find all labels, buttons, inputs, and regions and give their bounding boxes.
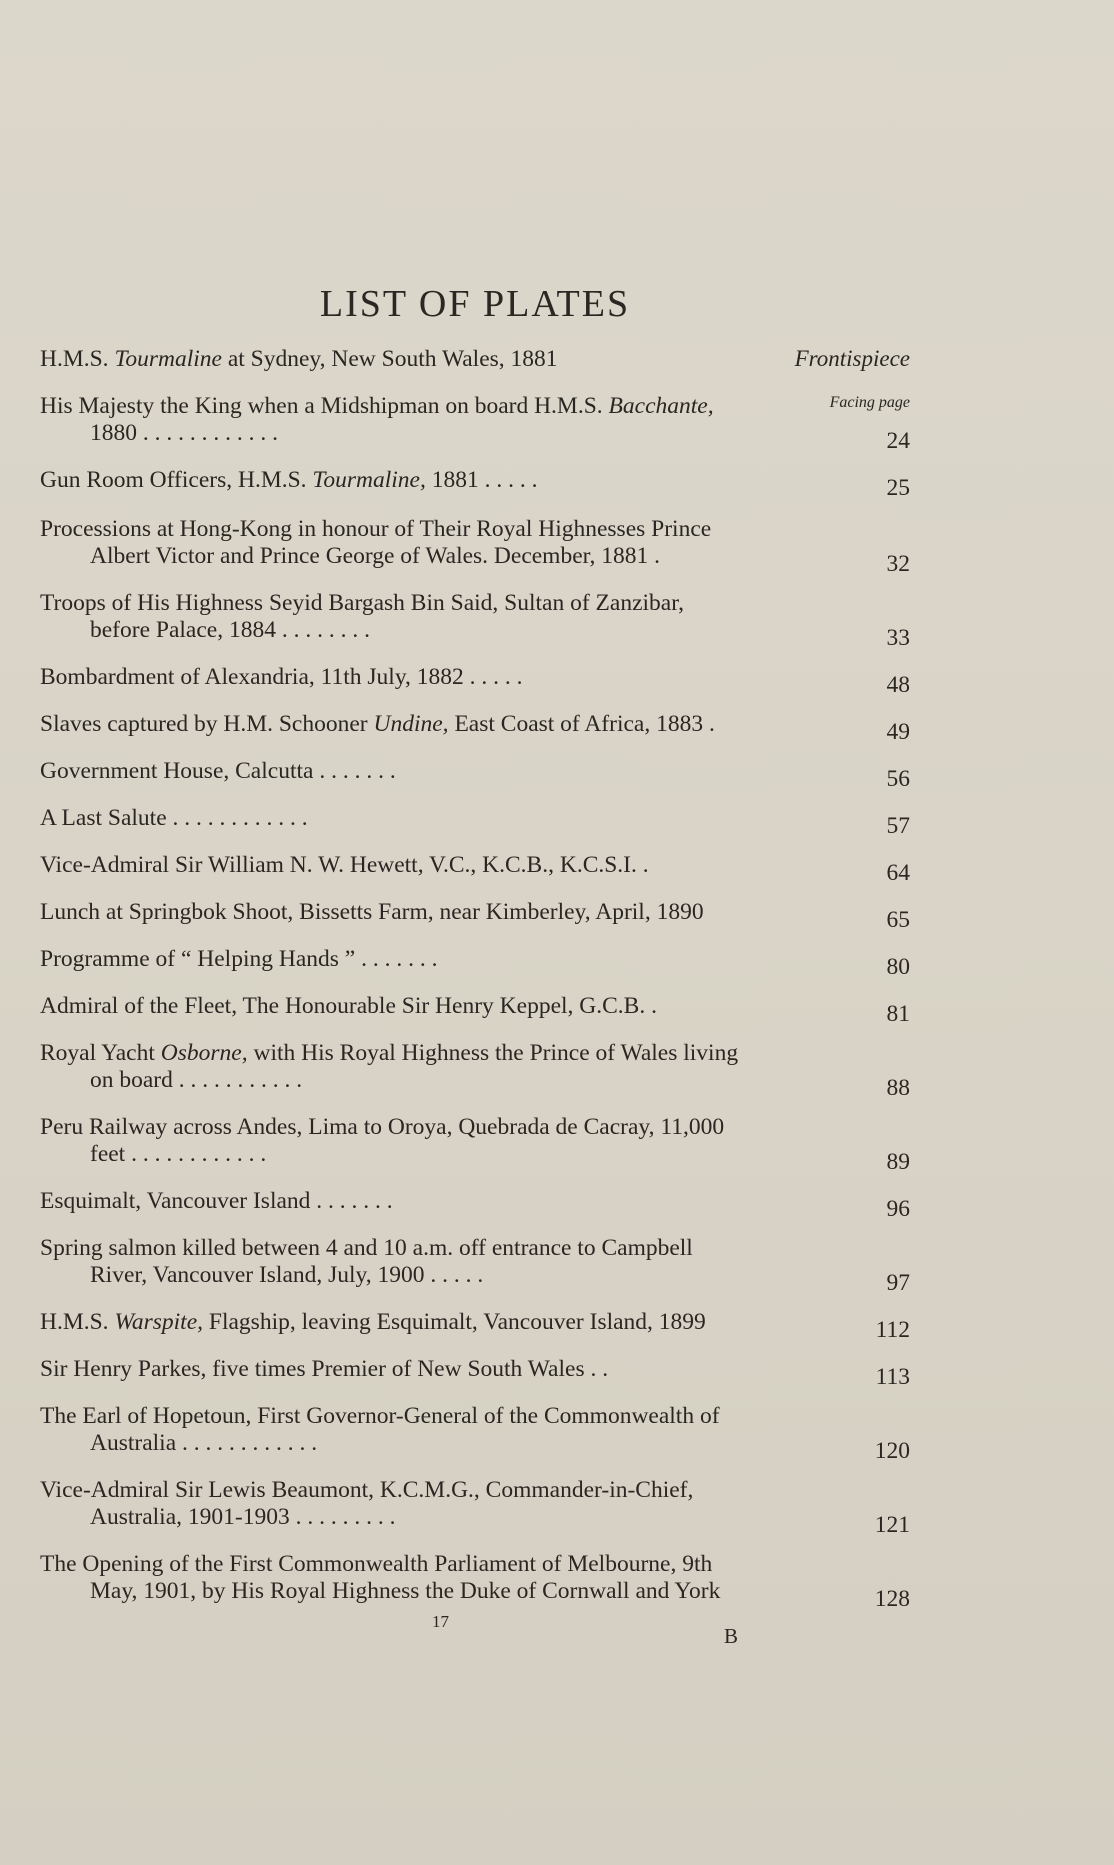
plate-entry: Peru Railway across Andes, Lima to Oroya, Quebrada de Cacray, 11,000 feet . . . . . . . . . . . . 89 [40, 1114, 910, 1175]
page-number: 64 [886, 860, 910, 886]
page-number: 32 [886, 551, 910, 577]
signature-mark: B [724, 1624, 739, 1648]
plate-entry: Sir Henry Parkes, five times Premier of New South Wales . . 113 [40, 1356, 910, 1390]
page-number: 121 [874, 1512, 910, 1538]
page-number: 57 [886, 813, 910, 839]
page-number: 49 [886, 719, 910, 745]
plate-entry: Troops of His Highness Seyid Bargash Bin Said, Sultan of Zanzibar, before Palace, 1884 . . . . . . . . 33 [40, 590, 910, 651]
page-number: 89 [886, 1149, 910, 1175]
plates-list [40, 346, 910, 1612]
plate-entry: His Majesty the King when a Midshipman on board H.M.S. Bacchante, 1880 . . . . . . . . . . . . 24 [40, 393, 910, 454]
plate-entry: Programme of “ Helping Hands ” . . . . . . . 80 [40, 946, 910, 980]
plate-entry: Processions at Hong-Kong in honour of Their Royal Highnesses Prince Albert Victor and Prince George of Wales. December, 1881 . 32 [40, 516, 910, 577]
plate-entry: Spring salmon killed between 4 and 10 a.m. off entrance to Campbell River, Vancouver Island, July, 1900 . . . . . 97 [40, 1235, 910, 1296]
page-number: 56 [886, 766, 910, 792]
plate-entry: Esquimalt, Vancouver Island . . . . . . . 96 [40, 1188, 910, 1222]
page-number: 25 [886, 475, 910, 501]
page-number: 96 [886, 1196, 910, 1222]
plate-entry: H.M.S. Tourmaline at Sydney, New South Wales, 1881 [40, 346, 558, 372]
plate-entry: A Last Salute . . . . . . . . . . . . 57 [40, 805, 910, 839]
plate-entry: The Opening of the First Commonwealth Parliament of Melbourne, 9th May, 1901, by His Royal Highness the Duke of Cornwall and York 128 [40, 1551, 910, 1612]
page-number: 97 [886, 1270, 910, 1296]
page-number: 120 [874, 1438, 910, 1464]
plate-entry: Gun Room Officers, H.M.S. Tourmaline, 1881 . . . . . 25 [40, 467, 910, 501]
page-number: 80 [886, 954, 910, 980]
page-number: 128 [874, 1586, 910, 1612]
plate-entry: Vice-Admiral Sir Lewis Beaumont, K.C.M.G., Commander-in-Chief, Australia, 1901-1903 . . . . . . . . . 121 [40, 1477, 910, 1538]
plate-entry: Slaves captured by H.M. Schooner Undine, East Coast of Africa, 1883 . 49 [40, 711, 910, 745]
page-number: 33 [886, 625, 910, 651]
plate-entry: Vice-Admiral Sir William N. W. Hewett, V.C., K.C.B., K.C.S.I. . 64 [40, 852, 910, 886]
page-number: 81 [886, 1001, 910, 1027]
frontispiece-label: Frontispiece [794, 346, 910, 371]
plate-entry: Royal Yacht Osborne, with His Royal Highness the Prince of Wales living on board . . . . . . . . . . . 88 [40, 1040, 910, 1101]
page-folio: 17 [432, 1612, 449, 1631]
facing-page-label: Facing page [829, 394, 910, 411]
plate-entry: Bombardment of Alexandria, 11th July, 1882 . . . . . 48 [40, 664, 910, 698]
page-number: 112 [875, 1317, 910, 1343]
page-title: LIST OF PLATES [319, 283, 631, 325]
plate-entry: H.M.S. Warspite, Flagship, leaving Esquimalt, Vancouver Island, 1899 112 [40, 1309, 910, 1343]
page-number: 88 [886, 1075, 910, 1101]
page-number: 113 [875, 1364, 910, 1390]
page-number: 65 [886, 907, 910, 933]
page-number: 24 [886, 428, 910, 454]
plate-entry: The Earl of Hopetoun, First Governor-General of the Commonwealth of Australia . . . . . . . . . . . . 120 [40, 1403, 910, 1464]
page-number: 48 [886, 672, 910, 698]
plate-entry: Lunch at Springbok Shoot, Bissetts Farm, near Kimberley, April, 1890 65 [40, 899, 910, 933]
plate-entry: Admiral of the Fleet, The Honourable Sir Henry Keppel, G.C.B. . 81 [40, 993, 910, 1027]
plate-entry: Government House, Calcutta . . . . . . . 56 [40, 758, 910, 792]
